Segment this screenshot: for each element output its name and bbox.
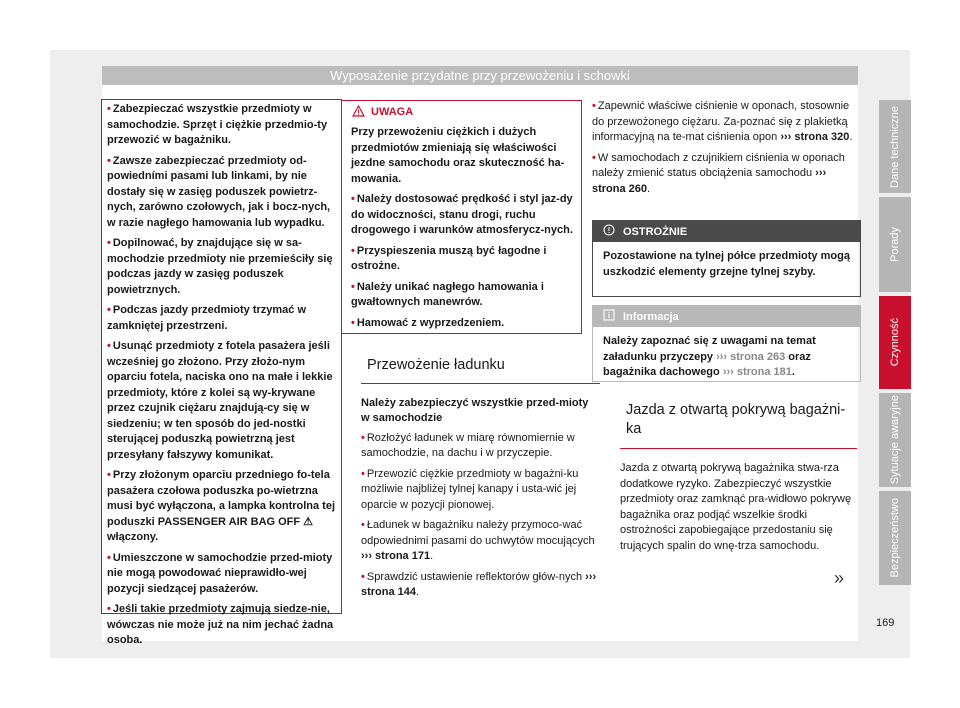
page-link[interactable]: ››› strona 260	[592, 167, 827, 195]
bullet-icon: •	[361, 519, 365, 531]
warning-item-3	[351, 316, 573, 332]
col3-item-1: • W samochodach z czujnikiem ciśnienia w oponach należy zmienić status obciążenia samochodu ››› strona 260.	[592, 151, 845, 195]
tab-0[interactable]	[879, 100, 911, 193]
section1-item-3: • Sprawdzić ustawienie reflektorów głów-nych ››› strona 144.	[361, 570, 597, 598]
col1-item-6	[107, 551, 338, 598]
caution-label: OSTROŻNIE	[623, 225, 688, 238]
section-otwarta-pokrywa	[620, 395, 857, 554]
column-3	[592, 99, 857, 202]
info-text-a: Należy zapoznać się z uwagami na temat załadunku przyczepy	[603, 335, 816, 363]
bullet-icon: •	[592, 151, 596, 164]
bullet-icon: •	[107, 154, 111, 167]
caution-text: Pozostawione na tylnej półce przedmioty mogą uszkodzić elementy grzejne tylnej szyby.	[603, 250, 850, 278]
col3-item-0: • Zapewnić właściwe ciśnienie w oponach, stosownie do przewożonego ciężaru. Za-poznać się z plakietką informacyjną na te-mat ciśnienia opon ››› strona 320.	[592, 100, 853, 143]
page-link[interactable]: ››› strona 171	[361, 550, 431, 562]
warning-triangle-icon	[352, 105, 365, 120]
page-header: Wyposażenie przydatne przy przewożeniu i schowki	[102, 66, 858, 85]
bullet-icon: •	[592, 100, 596, 112]
bullet-icon: •	[351, 280, 355, 293]
bullet-icon: •	[351, 316, 355, 329]
list-item-text: Sprawdzić ustawienie reflektorów głów-nych	[366, 570, 583, 583]
list-item-text: Zawsze zabezpieczać przedmioty od-powiedními pasami lub linkami, by nie dostały się w zasięg poduszek powietrz-nych, zarówno czołowych, jak i bocz-nych, w razie nagłego hamowania lub wypadku.	[107, 154, 331, 229]
col1-item-4	[107, 339, 338, 463]
bullet-icon: •	[107, 603, 111, 615]
section1-item-2: • Ładunek w bagażniku należy przymoco-wać odpowiednimi pasami do uchwytów mocujących ››› strona 171.	[361, 519, 595, 562]
section-przewozenie	[361, 352, 600, 606]
bullet-icon: •	[361, 467, 365, 480]
bullet-icon: •	[351, 193, 355, 205]
warning-body	[342, 123, 581, 331]
list-item-text: Należy unikać nagłego hamowania i gwałtownych manewrów.	[351, 280, 544, 308]
tab-2[interactable]	[879, 296, 911, 389]
section1-item-1	[361, 467, 600, 514]
warning-list	[351, 192, 573, 331]
col1-item-3	[107, 303, 338, 334]
page-number: 169	[876, 617, 895, 629]
warning-box	[341, 100, 582, 334]
col1-item-5	[107, 468, 338, 546]
bullet-icon: •	[351, 244, 355, 257]
caution-circle-icon	[603, 224, 615, 239]
warning-label: UWAGA	[371, 106, 414, 118]
list-item-text: Umieszczone w samochodzie przed-mioty nie mogą powodować nieprawidło-wej pozycji siedzącej pasażerów.	[107, 551, 333, 595]
bullet-icon: •	[107, 103, 111, 115]
bullet-icon: •	[361, 431, 365, 444]
tab-label: Porady	[889, 227, 901, 262]
tab-1[interactable]	[879, 197, 911, 292]
page-link[interactable]: ››› strona 144	[361, 570, 597, 598]
list-item-text: Usunąć przedmioty z fotela pasażera jeśli wcześniej go złożono. Przy złożo-nym oparciu fotela, naciska ono na małe i lekkie przedmioty, które z kolei są wy-krywane przez czujnik ciężaru znajdują-cy się w siedzeniu; w ten sposób do jed-nostki sterującej poduszką powietrzną jest przesyłany fałszywy komunikat.	[107, 340, 333, 461]
section-title-otwarta: Jazda z otwartą pokrywą bagażni-ka	[620, 395, 857, 449]
tab-label: Czynność	[889, 318, 901, 367]
caution-header	[593, 221, 860, 242]
tab-label: Bezpieczeństwo	[889, 498, 901, 578]
info-icon	[603, 309, 615, 324]
warning-item-0	[351, 192, 573, 239]
bullet-icon: •	[107, 237, 111, 249]
info-text: Należy zapoznać się z uwagami na temat załadunku przyczepy ››› strona 263 oraz bagażnika dachowego ››› strona 181.	[603, 335, 816, 378]
page-link[interactable]: ››› strona 320	[777, 131, 850, 143]
column-1	[107, 99, 338, 654]
bullet-icon: •	[361, 570, 365, 583]
col1-item-7	[107, 602, 338, 649]
section2-text: Jazda z otwartą pokrywą bagażnika stwa-rza dodatkowe ryzyko. Zabezpieczyć wszystkie przedmioty oraz zamknąć pra-widłowo pokrywę bagażnika oraz podjąć wszelkie środki ostrożności zapobiegające przedostaniu się trujących spalin do wnę-trza samochodu.	[620, 462, 852, 552]
bullet-icon: •	[107, 304, 111, 316]
section-title-przewozenie: Przewożenie ładunku	[361, 352, 600, 384]
section1-list	[361, 431, 600, 601]
bullet-icon: •	[107, 469, 111, 481]
info-box	[592, 305, 861, 382]
warning-item-2	[351, 280, 573, 311]
warning-header	[342, 101, 581, 123]
list-item-text: W samochodach z czujnikiem ciśnienia w oponach należy zmienić status obciążenia samochodu	[592, 151, 845, 179]
list-item-text: Należy dostosować prędkość i styl jaz-dy do widoczności, stanu drogi, ruchu drogowego i warunków atmosferycz-nych.	[351, 193, 573, 236]
col1-list	[107, 99, 338, 649]
list-item-text: Przewozić ciężkie przedmioty w bagażni-ku możliwie najbliżej tylnej kanapy i usta-wić jej oparcie w pozycji pionowej.	[361, 467, 579, 511]
info-header	[593, 306, 860, 327]
tab-3[interactable]	[879, 393, 911, 487]
list-item-text: Podczas jazdy przedmioty trzymać w zamkniętej przestrzeni.	[107, 304, 307, 332]
section-lead: Należy zabezpieczyć wszystkie przed-mioty w samochodzie	[361, 396, 589, 424]
list-item-text: Przy złożonym oparciu przedniego fo-tela pasażera czołowa poduszka po-wietrzna musi być wyłączona, a lampka kontrolna tej poduszki PASSENGER AIR BAG OFF ⚠ włączony.	[107, 469, 336, 543]
col3-list	[592, 99, 857, 197]
list-item-text: Rozłożyć ładunek w miarę równomiernie w samochodzie, na dachu i w przyczepie.	[361, 431, 575, 459]
continue-mark: »	[834, 568, 845, 588]
bullet-icon: •	[107, 340, 111, 352]
warning-intro: Przy przewożeniu ciężkich i dużych przedmiotów zmieniają się właściwości jezdne samochodu oraz skuteczność ha-mowania.	[351, 126, 565, 185]
bullet-icon: •	[107, 551, 111, 564]
col1-item-2	[107, 236, 338, 298]
info-label: Informacja	[623, 310, 679, 323]
info-text-b: oraz bagażnika dachowego	[603, 350, 811, 378]
warning-item-1	[351, 244, 573, 275]
list-item-text: Ładunek w bagażniku należy przymoco-wać odpowiednimi pasami do uchwytów mocujących	[361, 519, 595, 547]
list-item-text: Jeśli takie przedmioty zajmują siedze-nie, wówczas nie może już na nim jechać żadna osoba.	[107, 603, 334, 646]
col1-item-0	[107, 102, 338, 149]
caution-box	[592, 220, 861, 297]
list-item-text: Dopilnować, by znajdujące się w sa-mochodzie przedmioty nie przemieściły się podczas jazdy w zasięg poduszek powietrznych.	[107, 237, 333, 296]
col1-item-1	[107, 154, 338, 232]
info-link-trailer[interactable]: ››› strona 263	[716, 350, 786, 363]
list-item-text: Hamować z wyprzedzeniem.	[356, 316, 505, 329]
tab-label: Dane techniczne	[889, 105, 901, 188]
list-item-text: Zapewnić właściwe ciśnienie w oponach, stosownie do przewożonego ciężaru. Za-poznać się z plakietką informacyjną na te-mat ciśnienia opon	[592, 100, 850, 143]
list-item-text: Przyspieszenia muszą być łagodne i ostrożne.	[351, 244, 547, 272]
info-link-roof[interactable]: ››› strona 181	[722, 366, 792, 378]
tab-4[interactable]	[879, 491, 911, 585]
list-item-text: Zabezpieczać wszystkie przedmioty w samochodzie. Sprzęt i ciężkie przedmio-ty przewozić w bagażniku.	[107, 103, 328, 146]
tab-label: Sytuacje awaryjne	[889, 395, 901, 485]
section1-item-0	[361, 431, 600, 462]
